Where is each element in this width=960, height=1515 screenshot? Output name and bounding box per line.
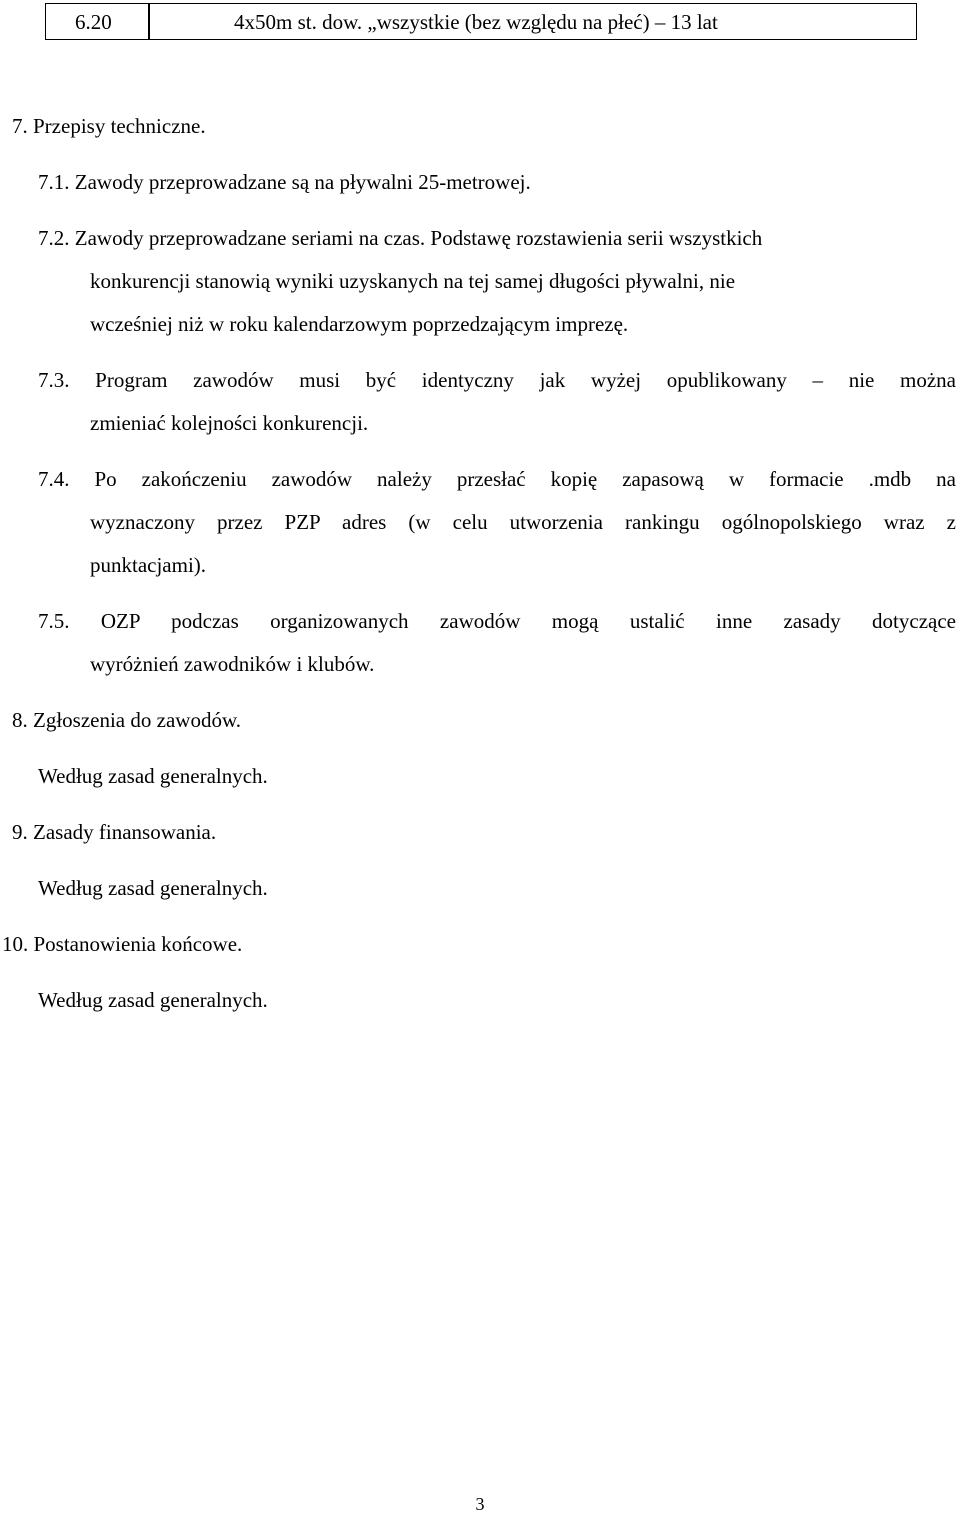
section-7-3-line-1: 7.3. Program zawodów musi być identyczny jak wyżej opublikowany – nie można [38, 368, 956, 392]
event-number: 6.20 [75, 10, 112, 34]
section-7-2-line-3: wcześniej niż w roku kalendarzowym poprzedzającym imprezę. [90, 312, 629, 336]
event-description: 4x50m st. dow. „wszystkie (bez względu na płeć) – 13 lat [234, 10, 718, 34]
section-8-text: Według zasad generalnych. [38, 764, 268, 788]
section-7-4-line-3: punktacjami). [90, 553, 207, 577]
section-7-3-line-2: zmieniać kolejności konkurencji. [90, 411, 369, 435]
section-8-heading: 8. Zgłoszenia do zawodów. [12, 708, 241, 732]
section-7-5-line-2: wyróżnień zawodników i klubów. [90, 652, 375, 676]
section-7-1: 7.1. Zawody przeprowadzane są na pływalni 25-metrowej. [38, 170, 531, 194]
section-7-heading: 7. Przepisy techniczne. [12, 114, 206, 138]
section-7-2-line-1: 7.2. Zawody przeprowadzane seriami na czas. Podstawę rozstawienia serii wszystkich [38, 226, 763, 250]
table-column-divider [148, 4, 150, 39]
section-7-2-line-2: konkurencji stanowią wyniki uzyskanych na tej samej długości pływalni, nie [90, 269, 736, 293]
section-10-heading: 10. Postanowienia końcowe. [2, 932, 243, 956]
section-9-text: Według zasad generalnych. [38, 876, 268, 900]
page-number: 3 [475, 1494, 485, 1514]
section-7-4-line-2: wyznaczony przez PZP adres (w celu utworzenia rankingu ogólnopolskiego wraz z [90, 510, 956, 534]
event-table-row [45, 3, 917, 40]
section-7-5-line-1: 7.5. OZP podczas organizowanych zawodów mogą ustalić inne zasady dotyczące [38, 609, 956, 633]
section-9-heading: 9. Zasady finansowania. [12, 820, 217, 844]
section-7-4-line-1: 7.4. Po zakończeniu zawodów należy przesłać kopię zapasową w formacie .mdb na [38, 467, 956, 491]
section-10-text: Według zasad generalnych. [38, 988, 268, 1012]
